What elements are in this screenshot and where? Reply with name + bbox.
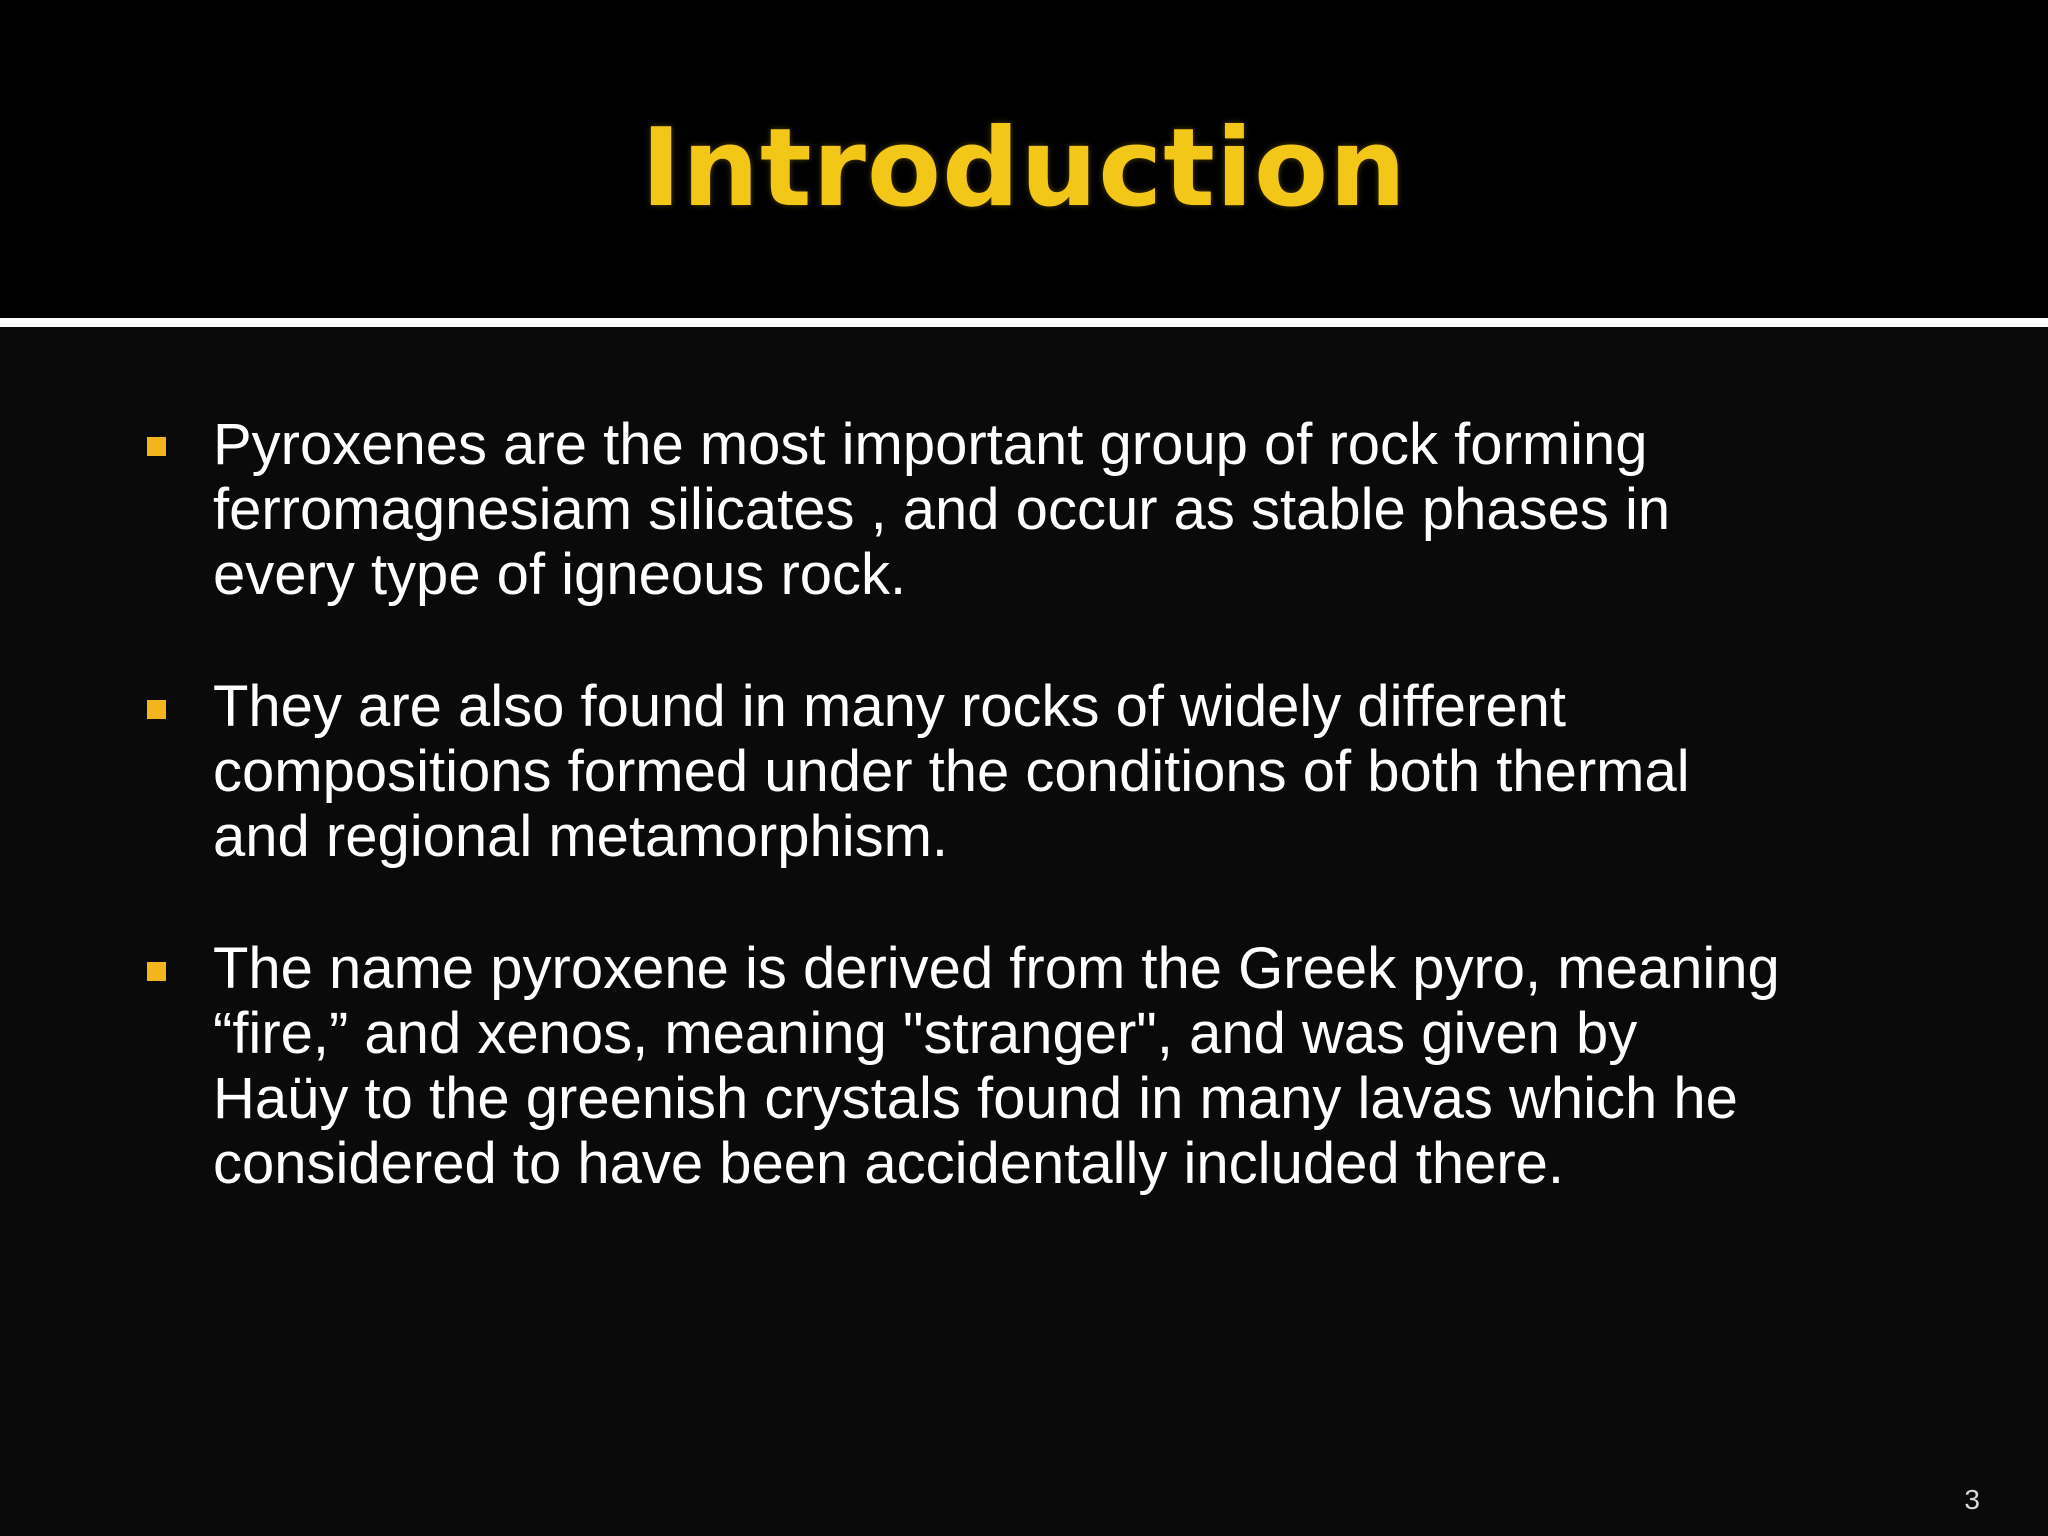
bullet-text: Pyroxenes are the most important group of rock forming ferromagnesiam silicates , and occur as stable phases in every type of igneous rock. bbox=[213, 412, 1671, 607]
bullet-text: They are also found in many rocks of widely different compositions formed under the conditions of both thermal and regional metamorphism. bbox=[213, 674, 1690, 869]
slide-title: Introduction bbox=[640, 106, 1408, 231]
square-bullet-icon bbox=[147, 962, 166, 981]
page-number: 3 bbox=[1964, 1484, 1980, 1515]
square-bullet-icon bbox=[147, 700, 166, 719]
bullet-text: The name pyroxene is derived from the Greek pyro, meaning “fire,” and xenos, meaning "stranger", and was given by Haüy to the greenish crystals found in many lavas which he considered to have been accidentally included there. bbox=[213, 936, 1780, 1196]
square-bullet-icon bbox=[147, 437, 166, 456]
